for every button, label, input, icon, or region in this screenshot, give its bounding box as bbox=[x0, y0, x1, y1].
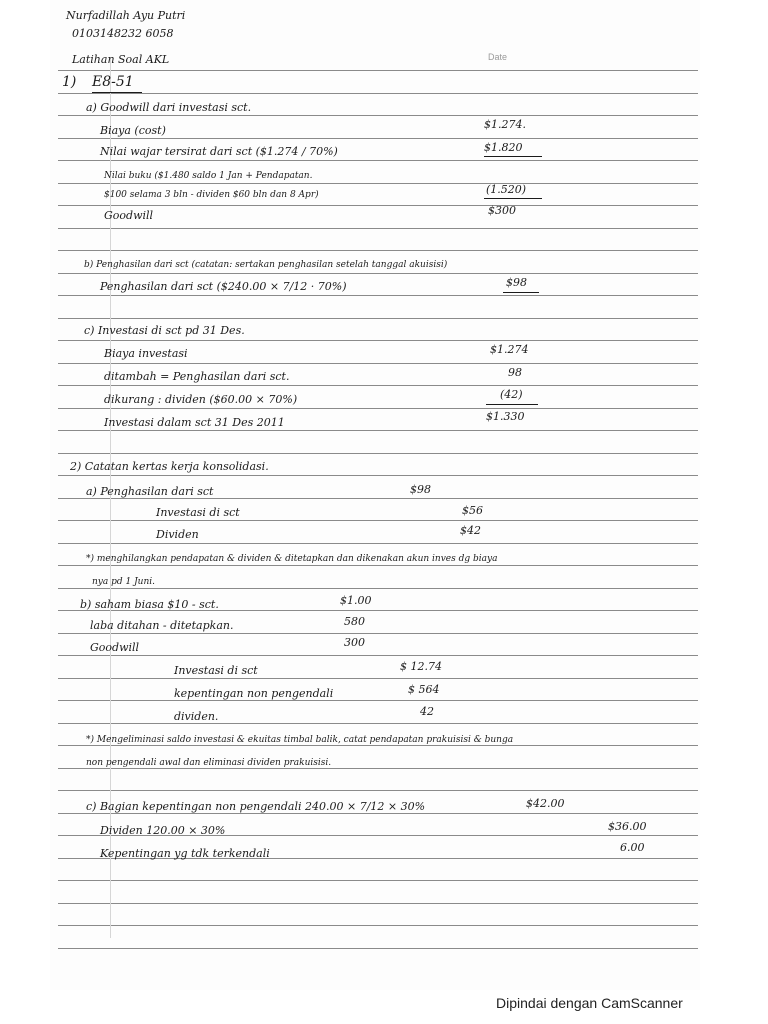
ruled-line bbox=[58, 93, 698, 94]
q2a-line1-label: a) Penghasilan dari sct bbox=[86, 485, 214, 498]
q2b-line4-label: Investasi di sct bbox=[174, 664, 258, 677]
q1c-cost-value: $1.274 bbox=[490, 343, 529, 356]
ruled-line bbox=[58, 880, 698, 881]
q2a-line1-debit: $98 bbox=[410, 483, 431, 496]
q1c-add-label: ditambah = Penghasilan dari sct. bbox=[104, 370, 290, 383]
q2c-line1-label: c) Bagian kepentingan non pengendali 240.00 × 7/12 × 30% bbox=[86, 800, 426, 813]
q2c-line3-value: 6.00 bbox=[620, 841, 645, 854]
q2a-line3-credit: $42 bbox=[460, 524, 481, 537]
q1a-book-value: (1.520) bbox=[486, 183, 527, 196]
ruled-line bbox=[58, 250, 698, 251]
q2b-line1-label: b) saham biasa $10 - sct. bbox=[80, 598, 219, 611]
ruled-line bbox=[58, 475, 698, 476]
q1c-less-value: (42) bbox=[500, 388, 523, 401]
q2c-line2-value: $36.00 bbox=[608, 820, 647, 833]
q1c-heading: c) Investasi di sct pd 31 Des. bbox=[84, 324, 245, 337]
ruled-line bbox=[58, 70, 698, 71]
q2b-line5-credit: $ 564 bbox=[408, 683, 440, 696]
ruled-line bbox=[58, 295, 698, 296]
q2b-line3-debit: 300 bbox=[344, 636, 365, 649]
q2b-line4-credit: $ 12.74 bbox=[400, 660, 442, 673]
ruled-line bbox=[58, 385, 698, 386]
student-name: Nurfadillah Ayu Putri bbox=[66, 9, 186, 22]
ruled-line bbox=[58, 138, 698, 139]
q2a-line3-label: Dividen bbox=[156, 528, 199, 541]
q2b-note-2: non pengendali awal dan eliminasi dividen prakuisisi. bbox=[86, 758, 332, 768]
ruled-line bbox=[58, 363, 698, 364]
q2b-line2-label: laba ditahan - ditetapkan. bbox=[90, 619, 234, 632]
q2b-line5-label: kepentingan non pengendali bbox=[174, 687, 334, 700]
ruled-line bbox=[58, 723, 698, 724]
q2a-note-1: *) menghilangkan pendapatan & dividen & ditetapkan dan dikenakan akun inves dg biaya bbox=[86, 554, 498, 564]
q1b-heading: b) Penghasilan dari sct (catatan: sertakan penghasilan setelah tanggal akuisisi) bbox=[84, 260, 448, 270]
q1a-book-label: Nilai buku ($1.480 saldo 1 Jan + Pendapatan. bbox=[104, 171, 313, 181]
subject-title: Latihan Soal AKL bbox=[72, 53, 170, 66]
ruled-line bbox=[58, 273, 698, 274]
q1a-goodwill-label: Goodwill bbox=[104, 209, 154, 222]
q1a-fair-label: Nilai wajar tersirat dari sct ($1.274 / 70%) bbox=[100, 145, 338, 158]
student-id: 0103148232 6058 bbox=[72, 27, 174, 40]
ruled-line bbox=[58, 183, 698, 184]
q2b-line6-credit: 42 bbox=[420, 705, 434, 718]
q1a-book-label-2: $100 selama 3 bln - dividen $60 bln dan 8 Apr) bbox=[104, 190, 319, 200]
ruled-line bbox=[58, 408, 698, 409]
q1a-book-underline bbox=[484, 198, 542, 199]
q1c-cost-label: Biaya investasi bbox=[104, 347, 188, 360]
ruled-line bbox=[58, 205, 698, 206]
ruled-line bbox=[58, 160, 698, 161]
ruled-line bbox=[58, 790, 698, 791]
ruled-line bbox=[58, 655, 698, 656]
q1a-heading: a) Goodwill dari investasi sct. bbox=[86, 101, 252, 114]
q1c-total-value: $1.330 bbox=[486, 410, 525, 423]
q2c-line1-value: $42.00 bbox=[526, 797, 565, 810]
q2b-line2-debit: 580 bbox=[344, 615, 365, 628]
q1a-fair-underline bbox=[484, 156, 542, 157]
q1c-total-label: Investasi dalam sct 31 Des 2011 bbox=[104, 416, 285, 429]
ruled-line bbox=[58, 700, 698, 701]
q1a-fair-value: $1.820 bbox=[484, 141, 523, 154]
q1a-goodwill-value: $300 bbox=[488, 204, 516, 217]
scanner-watermark: Dipindai dengan CamScanner bbox=[496, 995, 683, 1011]
q1c-add-value: 98 bbox=[508, 366, 522, 379]
q1b-line-label: Penghasilan dari sct ($240.00 × 7/12 · 70%) bbox=[100, 280, 347, 293]
q1c-less-underline bbox=[486, 404, 538, 405]
ruled-line bbox=[58, 948, 698, 949]
q2c-line2-label: Dividen 120.00 × 30% bbox=[100, 824, 226, 837]
ruled-line bbox=[58, 453, 698, 454]
date-label: Date bbox=[488, 52, 508, 62]
q2b-line3-label: Goodwill bbox=[90, 641, 140, 654]
q2c-line3-label: Kepentingan yg tdk terkendali bbox=[100, 847, 270, 860]
ruled-line bbox=[58, 430, 698, 431]
q2b-line6-label: dividen. bbox=[174, 710, 219, 723]
ruled-line bbox=[58, 340, 698, 341]
q1b-line-value: $98 bbox=[506, 276, 527, 289]
ruled-line bbox=[58, 925, 698, 926]
q2b-line1-debit: $1.00 bbox=[340, 594, 372, 607]
ruled-line bbox=[58, 228, 698, 229]
q1-title-underline bbox=[92, 92, 142, 93]
q1-title: E8-51 bbox=[92, 74, 134, 90]
q2-heading: 2) Catatan kertas kerja konsolidasi. bbox=[70, 460, 269, 473]
ruled-line bbox=[58, 678, 698, 679]
q2a-line2-label: Investasi di sct bbox=[156, 506, 240, 519]
q2a-note-2: nya pd 1 Juni. bbox=[92, 577, 156, 587]
q2a-line2-credit: $56 bbox=[462, 504, 483, 517]
ruled-line bbox=[58, 903, 698, 904]
ruled-line bbox=[58, 115, 698, 116]
q2b-note-1: *) Mengeliminasi saldo investasi & ekuitas timbal balik, catat pendapatan prakuisisi & bunga bbox=[86, 735, 514, 745]
q1c-less-label: dikurang : dividen ($60.00 × 70%) bbox=[104, 393, 298, 406]
ruled-line bbox=[58, 520, 698, 521]
q1a-cost-label: Biaya (cost) bbox=[100, 124, 166, 137]
q1a-cost-value: $1.274. bbox=[484, 118, 526, 131]
ruled-line bbox=[58, 318, 698, 319]
q1-number: 1) bbox=[62, 74, 77, 90]
ruled-line bbox=[58, 543, 698, 544]
ruled-line bbox=[58, 633, 698, 634]
q1b-underline bbox=[503, 292, 539, 293]
